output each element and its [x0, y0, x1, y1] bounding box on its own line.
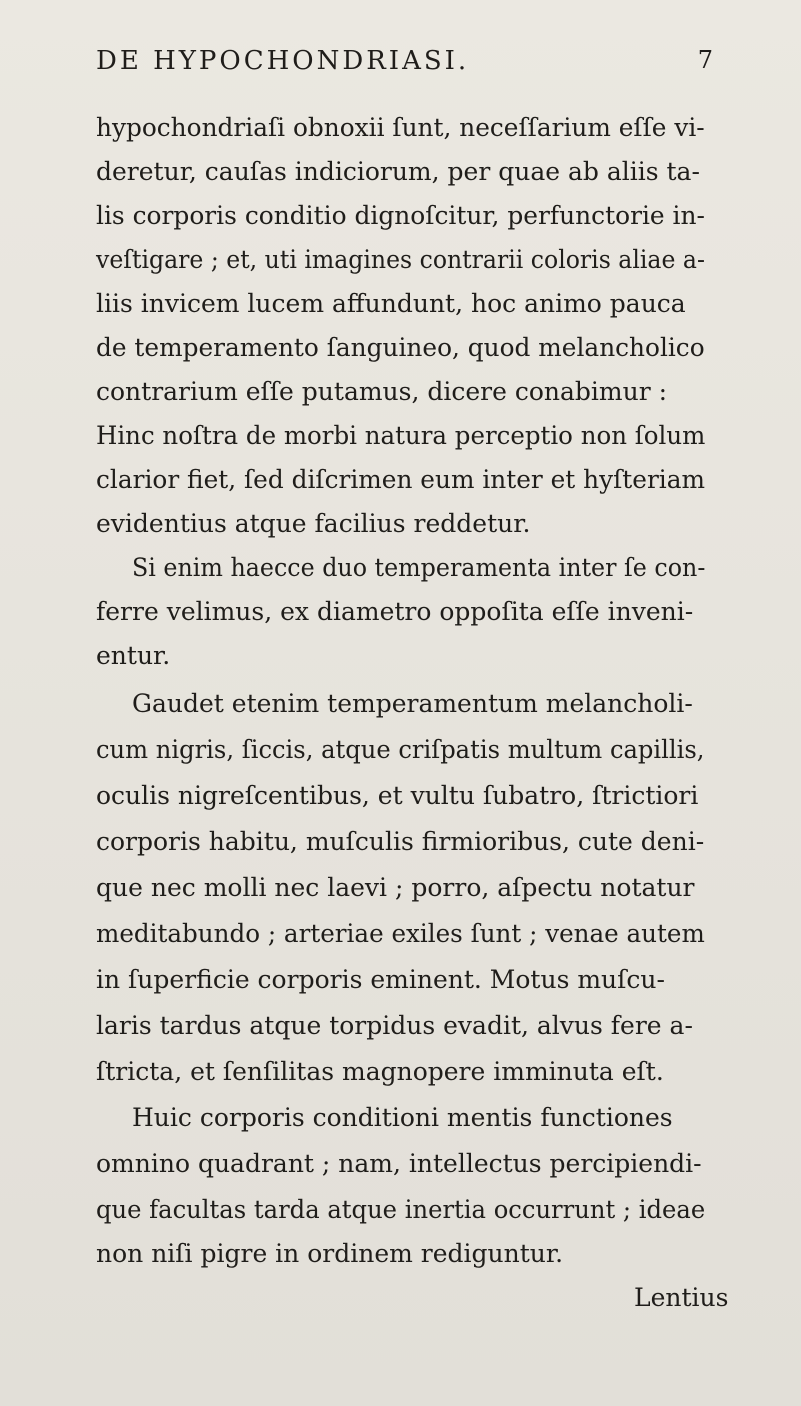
text-line: de temperamento ſanguineo, quod melancholico	[96, 333, 705, 362]
text-line: evidentius atque facilius reddetur.	[96, 509, 531, 538]
text-line: in ſuperficie corporis eminent. Motus muſcu-	[96, 965, 665, 994]
text-line: clarior fiet, ſed diſcrimen eum inter et hyſteriam	[96, 465, 706, 494]
text-line: deretur, cauſas indiciorum, per quae ab aliis ta-	[96, 157, 700, 186]
text-line: laris tardus atque torpidus evadit, alvus fere a-	[96, 1011, 693, 1040]
text-line: veſtigare ; et, uti imagines contrarii coloris aliae a-	[96, 245, 705, 274]
running-header	[96, 42, 716, 86]
text-line: hypochondriaſi obnoxii ſunt, neceſſarium eſſe vi-	[96, 113, 705, 142]
text-line: contrarium eſſe putamus, dicere conabimur :	[96, 377, 668, 406]
text-line: Gaudet etenim temperamentum melancholi-	[132, 689, 693, 718]
text-line: lis corporis conditio dignoſcitur, perfunctorie in-	[96, 201, 705, 230]
text-line: cum nigris, ſiccis, atque criſpatis multum capillis,	[96, 735, 705, 764]
text-line: meditabundo ; arteriae exiles ſunt ; venae autem	[96, 919, 705, 948]
text-line: Si enim haecce duo temperamenta inter ſe con-	[132, 553, 706, 582]
text-line: ferre velimus, ex diametro oppoſita eſſe inveni-	[96, 597, 694, 626]
text-line: ſtricta, et ſenſilitas magnopere imminuta eſt.	[96, 1057, 664, 1086]
text-line: oculis nigreſcentibus, et vultu ſubatro, ſtrictiori	[96, 781, 699, 810]
page-number: 7	[697, 46, 716, 74]
catchword: Lentius	[634, 1283, 729, 1312]
text-line: non niſi pigre in ordinem rediguntur.	[96, 1239, 564, 1268]
running-title: DE HYPOCHONDRIASI.	[96, 46, 470, 76]
text-line: que nec molli nec laevi ; porro, aſpectu notatur	[96, 873, 695, 902]
text-line: corporis habitu, muſculis firmioribus, cute deni-	[96, 827, 705, 856]
text-line: liis invicem lucem affundunt, hoc animo pauca	[96, 289, 686, 318]
text-line: Hinc noſtra de morbi natura perceptio non ſolum	[96, 421, 706, 450]
text-line: Huic corporis conditioni mentis functiones	[132, 1103, 673, 1132]
text-line: omnino quadrant ; nam, intellectus percipiendi-	[96, 1149, 702, 1178]
text-line: que facultas tarda atque inertia occurrunt ; ideae	[96, 1195, 706, 1224]
text-line: entur.	[96, 641, 171, 670]
